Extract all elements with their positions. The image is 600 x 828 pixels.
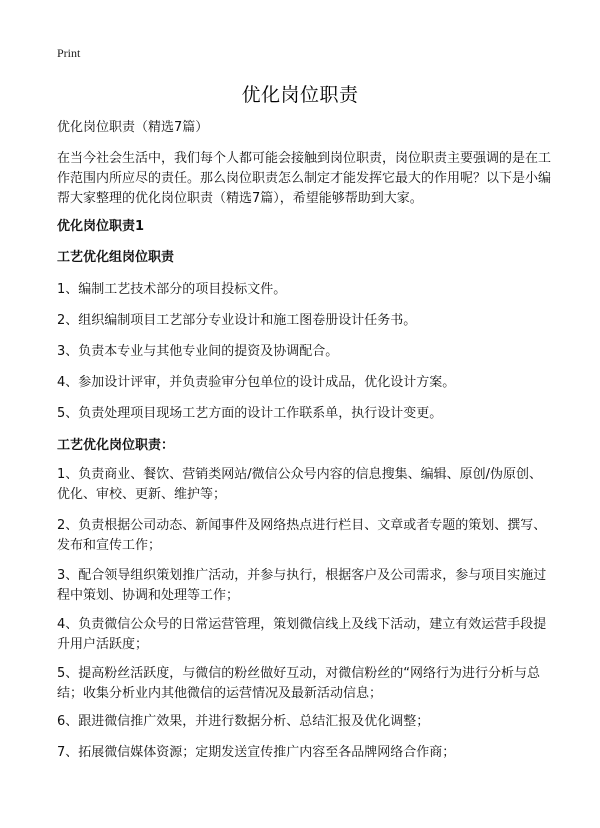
list-item: 1、编制工艺技术部分的项目投标文件。 [57,282,287,297]
list-item: 5、提高粉丝活跃度，与微信的粉丝做好互动，对微信粉丝的“网络行为进行分析与总结；收集分析业内其他微信的运营情况及最新活动信息； [57,666,541,701]
subtitle: 优化岗位职责（精选7篇） [57,120,209,135]
section-heading: 优化岗位职责1 [57,219,145,234]
page-title: 优化岗位职责 [241,84,359,106]
list-item: 4、负责微信公众号的日常运营管理，策划微信线上及线下活动，建立有效运营手段提升用户活跃度； [57,617,547,652]
list-item: 7、拓展微信媒体资源；定期发送宣传推广内容至各品牌网络合作商； [57,745,456,760]
list-item: 3、负责本专业与其他专业间的提资及协调配合。 [57,344,339,359]
list-item: 6、跟进微信推广效果，并进行数据分析、总结汇报及优化调整； [57,714,430,729]
intro-paragraph: 在当今社会生活中，我们每个人都可能会接触到岗位职责，岗位职责主要强调的是在工作范围内所应尽的责任。那么岗位职责怎么制定才能发挥它最大的作用呢？以下是小编帮大家整理的优化岗位职责（精选7篇），希望能够帮助到大家。 [57,151,552,206]
list-item: 4、参加设计评审，并负责验审分包单位的设计成品，优化设计方案。 [57,375,456,390]
print-label[interactable]: Print [57,46,81,60]
list-item: 2、负责根据公司动态、新闻事件及网络热点进行栏目、文章或者专题的策划、撰写、发布和宣传工作； [57,518,547,553]
list-item: 2、组织编制项目工艺部分专业设计和施工图卷册设计任务书。 [57,313,417,328]
list-item: 1、负责商业、餐饮、营销类网站/微信公众号内容的信息搜集、编辑、原创/伪原创、优化、审校、更新、维护等； [57,467,543,502]
subsection-heading: 工艺优化岗位职责： [57,438,175,453]
list-item: 5、负责处理项目现场工艺方面的设计工作联系单，执行设计变更。 [57,406,443,421]
subsection-heading: 工艺优化组岗位职责 [57,250,175,265]
list-item: 3、配合领导组织策划推广活动，并参与执行，根据客户及公司需求，参与项目实施过程中策划、协调和处理等工作； [57,568,547,603]
